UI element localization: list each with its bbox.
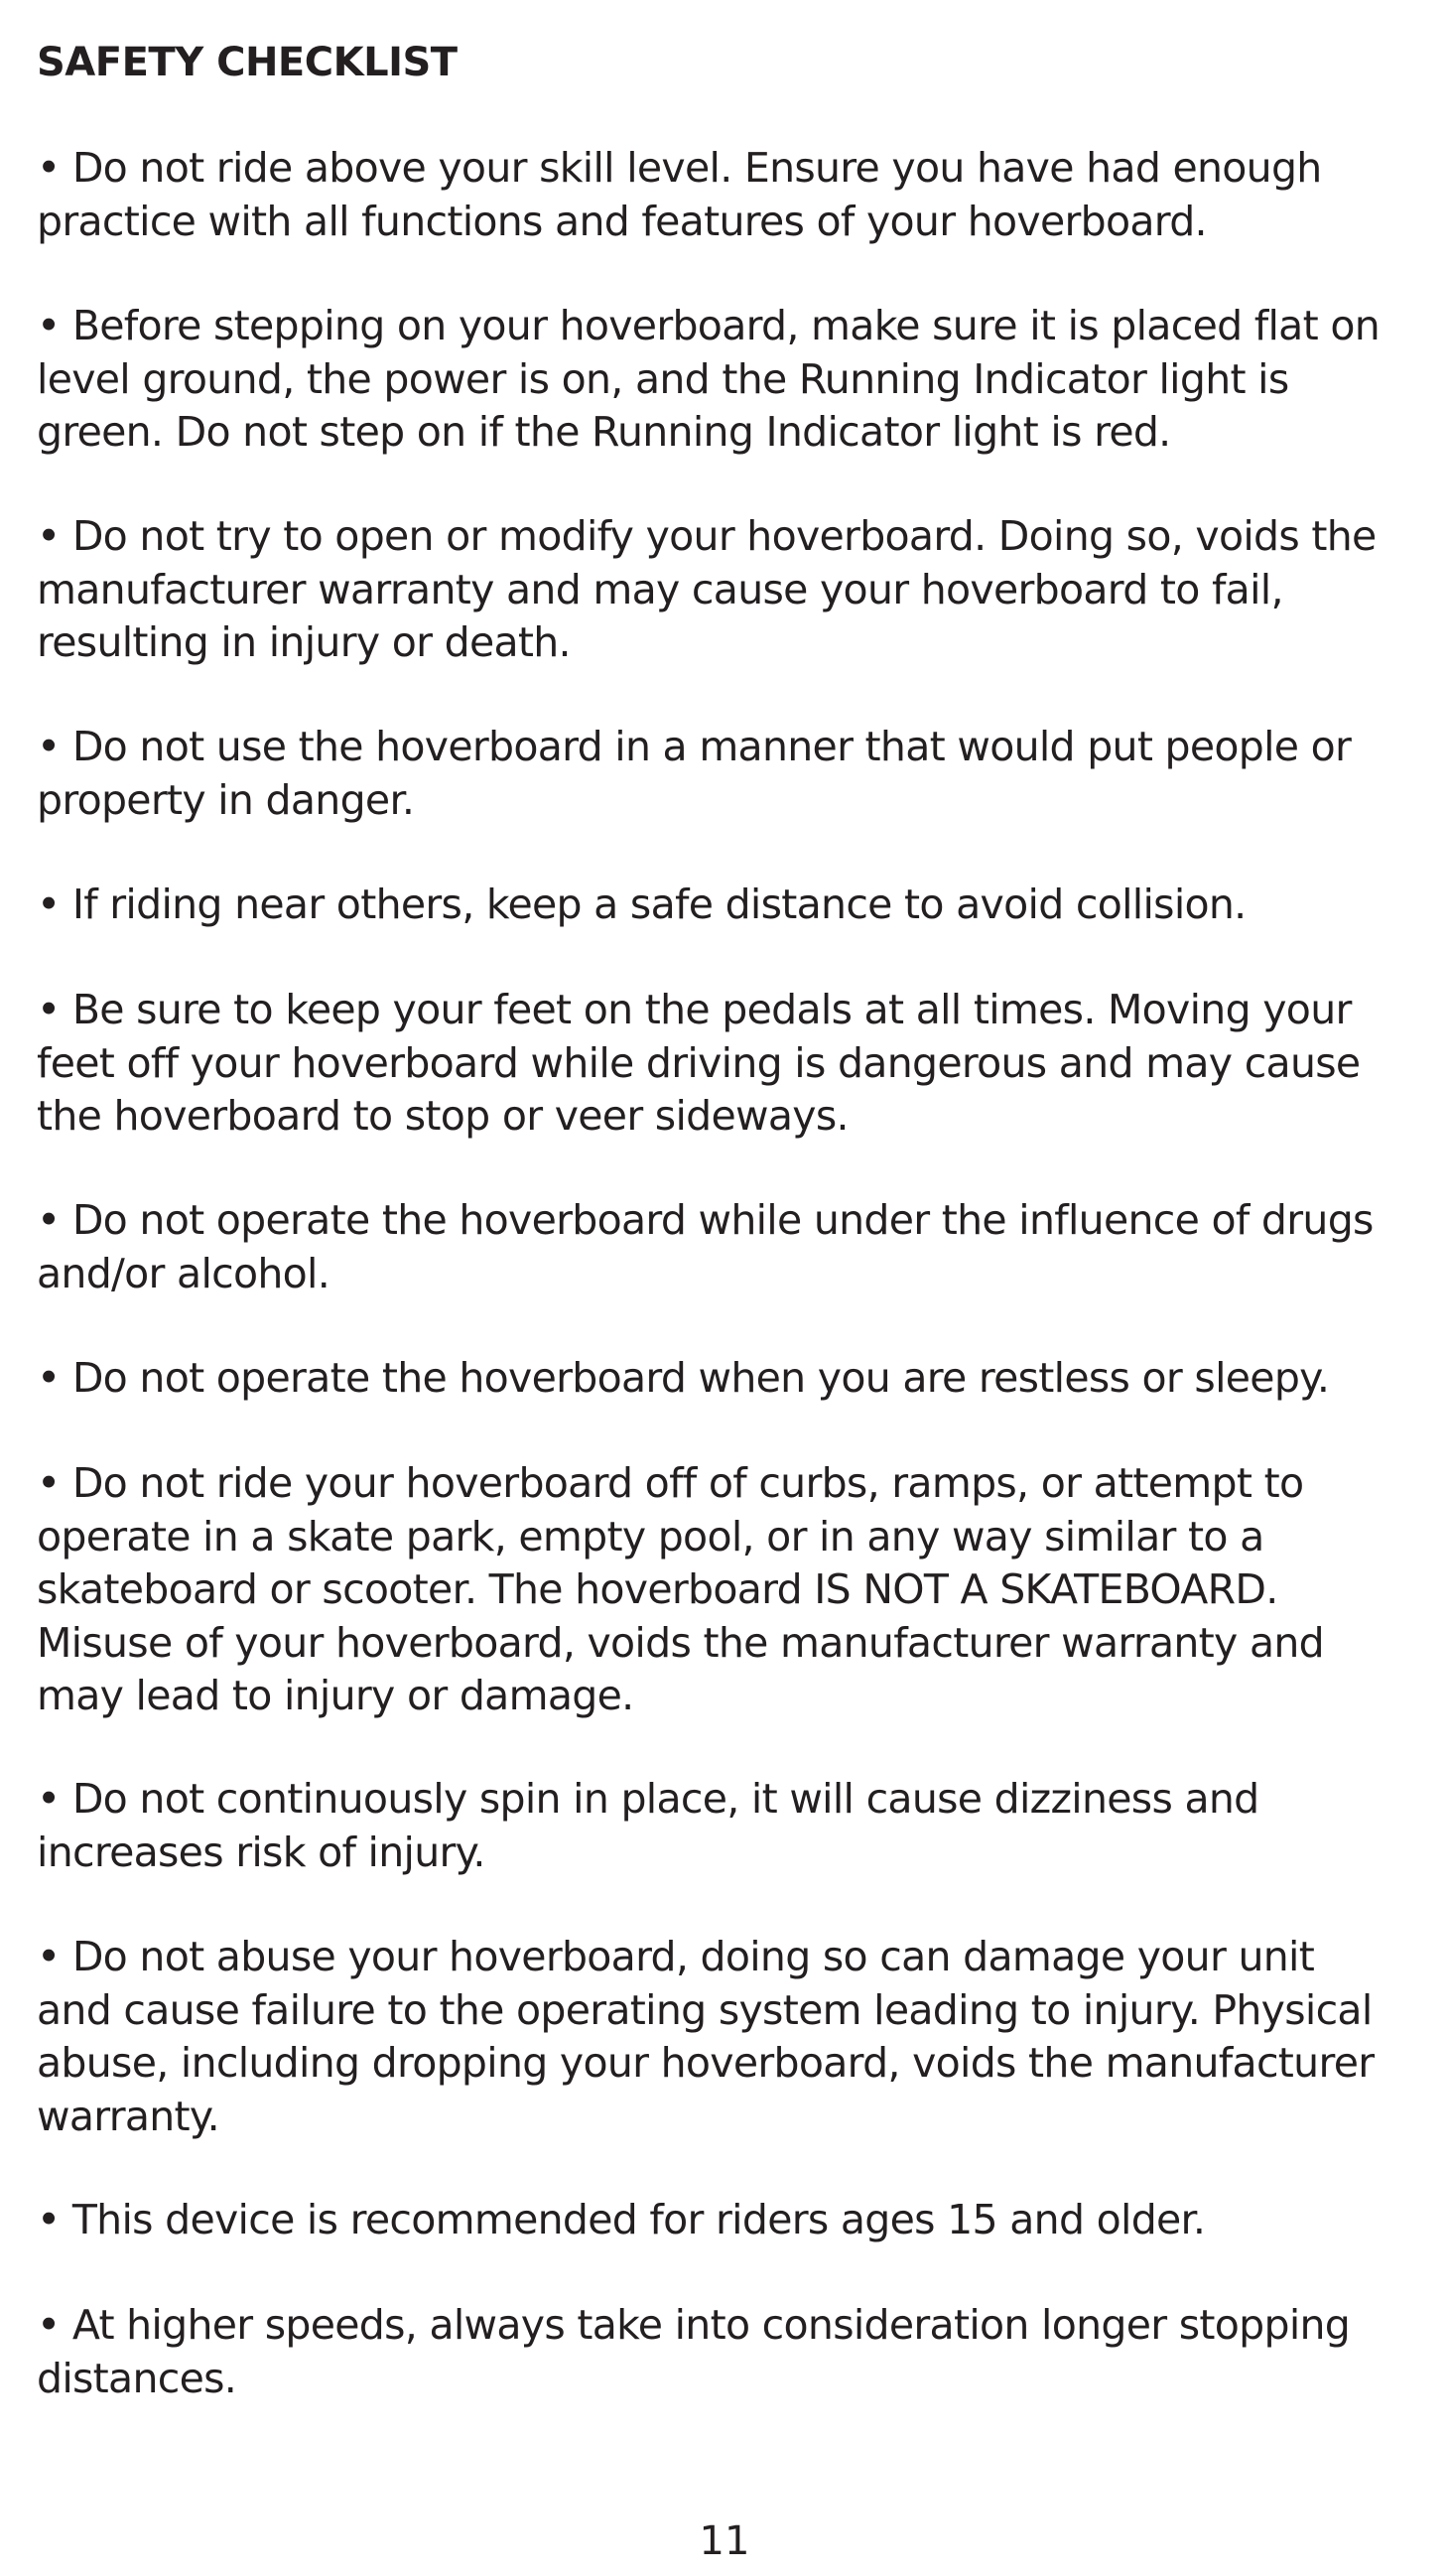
checklist-item-5 [37,879,1426,932]
checklist-item-10 [37,1773,1426,1879]
checklist-item-6 [37,984,1426,1144]
item-line: green. Do not step on if the Running Indicator light is red. [37,408,1171,456]
item-line: and/or alcohol. [37,1249,330,1297]
item-line: operate in a skate park, empty pool, or in any way similar to a [37,1512,1264,1560]
item-line: and cause failure to the operating system leading to injury. Physical [37,1985,1373,2034]
item-line: • Do not ride above your skill level. Ensure you have had enough [37,144,1322,192]
checklist-item-11 [37,1931,1426,2143]
item-line: feet off your hoverboard while driving is dangerous and may cause [37,1038,1361,1087]
item-line: • Do not abuse your hoverboard, doing so can damage your unit [37,1933,1315,1980]
item-line: may lead to injury or damage. [37,1672,634,1719]
item-line: distances. [37,2354,237,2402]
item-line: • Do not use the hoverboard in a manner that would put people or [37,723,1352,770]
checklist-item-8 [37,1352,1426,1406]
item-line: level ground, the power is on, and the Running Indicator light is [37,354,1289,403]
item-line: resulting in injury or death. [37,618,571,666]
checklist-item-9 [37,1457,1426,1723]
item-line: • Do not continuously spin in place, it will cause dizziness and [37,1775,1259,1823]
checklist-item-4 [37,721,1426,827]
item-line: • Be sure to keep your feet on the pedals at all times. Moving your [37,986,1352,1033]
item-line: warranty. [37,2092,219,2140]
item-line: • Do not operate the hoverboard while under the influence of drugs [37,1196,1374,1244]
item-line: skateboard or scooter. The hoverboard IS NOT A SKATEBOARD. [37,1565,1278,1613]
item-line: abuse, including dropping your hoverboard, voids the manufacturer [37,2039,1375,2087]
checklist-item-13 [37,2299,1426,2405]
page-title: SAFETY CHECKLIST [37,40,458,85]
checklist-item-2 [37,300,1426,460]
checklist-item-1 [37,142,1426,248]
item-line: • If riding near others, keep a safe distance to avoid collision. [37,881,1247,928]
checklist-item-12 [37,2194,1426,2247]
page-number: 11 [699,2518,750,2564]
item-line: the hoverboard to stop or veer sideways. [37,1092,849,1140]
item-line: • At higher speeds, always take into consideration longer stopping [37,2301,1351,2349]
item-line: manufacturer warranty and may cause your hoverboard to fail, [37,565,1283,613]
item-line: • Do not try to open or modify your hoverboard. Doing so, voids the [37,512,1377,560]
item-line: increases risk of injury. [37,1828,485,1876]
checklist-item-7 [37,1194,1426,1300]
item-line: • Do not operate the hoverboard when you are restless or sleepy. [37,1354,1330,1402]
item-line: • Do not ride your hoverboard off of curbs, ramps, or attempt to [37,1459,1304,1507]
item-line: • Before stepping on your hoverboard, make sure it is placed flat on [37,302,1380,349]
item-line: practice with all functions and features of your hoverboard. [37,197,1207,245]
checklist-item-3 [37,510,1426,670]
item-line: Misuse of your hoverboard, voids the manufacturer warranty and [37,1618,1324,1667]
item-line: property in danger. [37,775,415,824]
item-line: • This device is recommended for riders ages 15 and older. [37,2196,1206,2243]
